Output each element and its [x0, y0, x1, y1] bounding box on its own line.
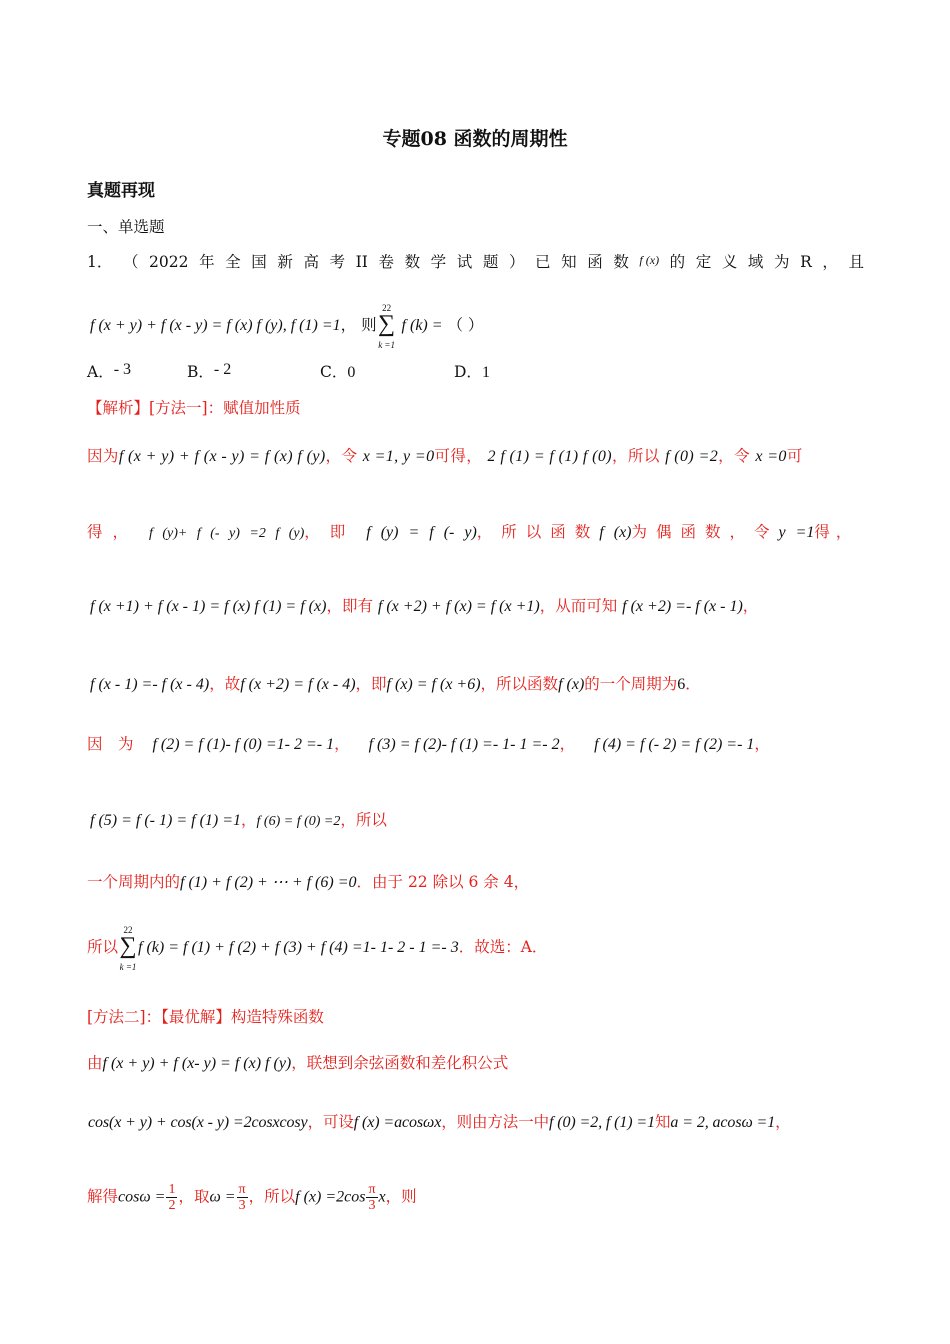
fraction-pi-over-three: $\frac{\pi}{3}$ [368, 1182, 376, 1213]
analysis-line-6: f (5) = f (- 1) = f (1) =1，f (6) = f (0) =2，所以 [90, 811, 387, 829]
analysis-line-8: 所以 22 ∑ k =1 f (k) = f (1) + f (2) + f (3) + f (4) =1- 1- 2 - 1 =- 3．故选：A． [87, 925, 548, 973]
option-d: D．1 [454, 363, 490, 381]
page-title: 专题08 函数的周期性 [382, 128, 568, 150]
functional-equation: f (x + y) + f (x - y) = f (x) f (y), f (1) =1 [90, 317, 341, 334]
option-c: C．0 [320, 363, 356, 381]
summation-symbol: 22 ∑ k =1 [119, 925, 137, 973]
analysis-line-3: f (x +1) + f (x - 1) = f (x) f (1) = f (x)，即有 f (x +2) + f (x) = f (x +1)，从而可知 f (x +2) =- f (x - 1)， [90, 597, 759, 615]
question-1-stem-line1: 1． （ 2022 年 全 国 新 高 考 II 卷 数 学 试 题 ） 已 知 函 数 f (x) 的 定 义 域 为 R ， 且 [87, 252, 864, 274]
option-a: A．- 3 [87, 361, 132, 381]
analysis-line-9: 由f (x + y) + f (x- y) = f (x) f (y)，联想到余弦函数和差化积公式 [87, 1054, 509, 1072]
question-1-stem-line2: f (x + y) + f (x - y) = f (x) f (y), f (1) =1， 则 22 ∑ k =1 f (k) = （ ） [90, 303, 484, 351]
answer-blank: （ ） [447, 316, 484, 334]
fraction-one-half: $\frac{1}{2}$ [168, 1182, 176, 1213]
analysis-header: 【解析】[方法一]：赋值加性质 [87, 399, 301, 417]
option-b: B．- 2 [187, 361, 232, 381]
fraction-pi-over-three: $\frac{\pi}{3}$ [238, 1182, 246, 1213]
question-number: 1． [87, 253, 113, 271]
analysis-line-7: 一个周期内的f (1) + f (2) + ⋯ + f (6) =0．由于 22 除以 6 余 4， [87, 873, 530, 891]
analysis-line-2: 得， f (y)+ f (- y) =2 f (y)，即 f (y) = f (- y)，所以函数f (x)为偶函数，令y =1得， [87, 523, 858, 541]
sum-term: f (k) = [401, 317, 443, 334]
analysis-line-11: 解得cosω = $\frac{1}{2}$ ，取ω = $\frac{\pi}{3}$ ，所以f (x) =2cos $\frac{\pi}{3}$ x，则 [87, 1182, 417, 1213]
fx-symbol: f (x) [639, 253, 660, 267]
analysis-line-4: f (x - 1) =- f (x - 4)，故f (x +2) = f (x - 4)，即f (x) = f (x +6)，所以函数f (x)的一个周期为6． [90, 675, 701, 693]
subsection-heading: 一、单选题 [87, 218, 165, 236]
summation-symbol: 22 ∑ k =1 [378, 303, 396, 351]
analysis-line-1: 因为f (x + y) + f (x - y) = f (x) f (y)，令 x =1, y =0可得， 2 f (1) = f (1) f (0)，所以 f (0) =2，令 x =0可 [87, 447, 803, 465]
method-two-header: [方法二]：【最优解】构造特殊函数 [87, 1008, 324, 1026]
section-heading: 真题再现 [87, 181, 155, 201]
analysis-line-5: 因 为 f (2) = f (1)- f (0) =1- 2 =- 1， f (3) = f (2)- f (1) =- 1- 1 =- 2， f (4) = f (- 2) = f (2) =- 1， [87, 735, 770, 753]
analysis-line-10: cos(x + y) + cos(x - y) =2cosxcosy，可设f (x) =acosωx，则由方法一中f (0) =2, f (1) =1知a = 2, acosω =1， [88, 1113, 791, 1131]
